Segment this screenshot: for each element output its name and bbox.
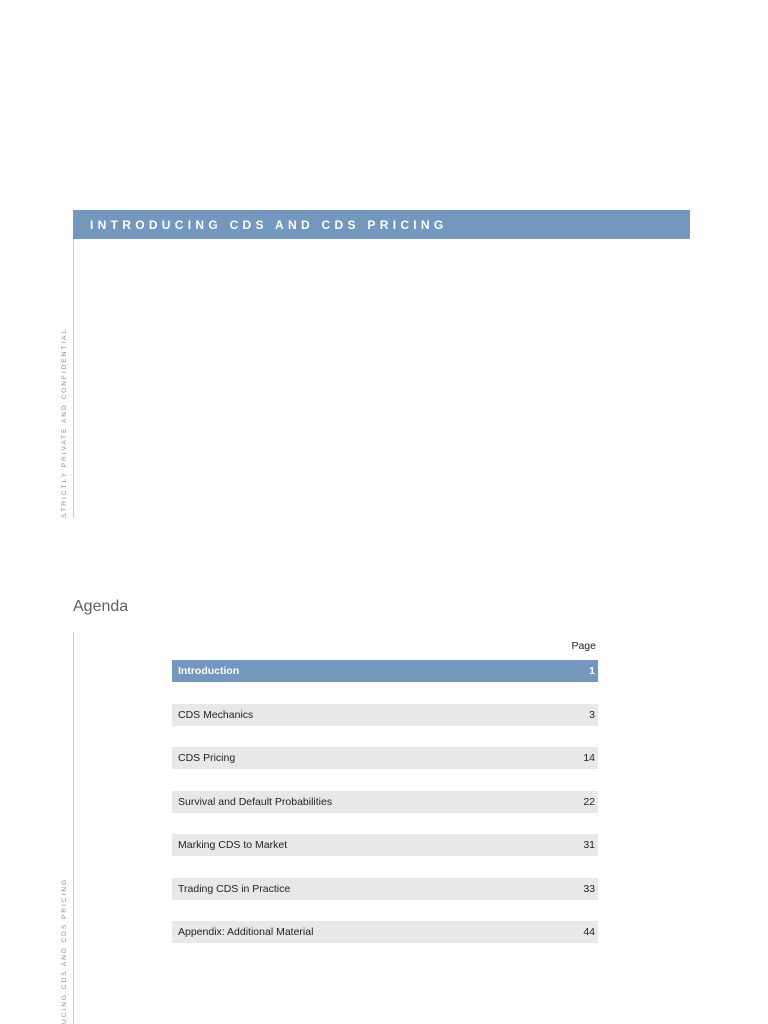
agenda-item-label: Survival and Default Probabilities [178, 796, 333, 808]
agenda-item-page: 1 [589, 665, 595, 677]
agenda-item-page: 22 [583, 796, 595, 808]
agenda-item-cds-mechanics[interactable] [172, 704, 598, 726]
title-divider-line [73, 239, 74, 518]
agenda-item-survival-default[interactable] [172, 791, 598, 813]
agenda-item-page: 3 [589, 709, 595, 721]
agenda-item-label: Trading CDS in Practice [178, 883, 291, 895]
confidential-side-label: STRICTLY PRIVATE AND CONFIDENTIAL [61, 327, 68, 518]
page-column-header: Page [571, 640, 596, 652]
agenda-item-label: Introduction [178, 665, 240, 677]
agenda-item-label: CDS Mechanics [178, 709, 254, 721]
agenda-item-page: 44 [583, 926, 595, 938]
agenda-item-trading-cds[interactable] [172, 878, 598, 900]
agenda-divider-line [73, 632, 74, 1024]
title-banner [73, 210, 690, 239]
agenda-item-page: 33 [583, 883, 595, 895]
section-side-label: UCING CDS AND CDS PRICING [61, 877, 68, 1024]
agenda-item-label: Marking CDS to Market [178, 839, 288, 851]
agenda-item-label: Appendix: Additional Material [178, 926, 314, 938]
agenda-item-marking-cds[interactable] [172, 834, 598, 856]
agenda-item-page: 31 [583, 839, 595, 851]
document-title: INTRODUCING CDS AND CDS PRICING [90, 218, 448, 232]
agenda-title: Agenda [73, 598, 129, 615]
agenda-item-appendix[interactable] [172, 921, 598, 943]
agenda-item-label: CDS Pricing [178, 752, 236, 764]
agenda-item-cds-pricing[interactable] [172, 747, 598, 769]
agenda-item-introduction[interactable] [172, 660, 598, 682]
agenda-item-page: 14 [583, 752, 595, 764]
